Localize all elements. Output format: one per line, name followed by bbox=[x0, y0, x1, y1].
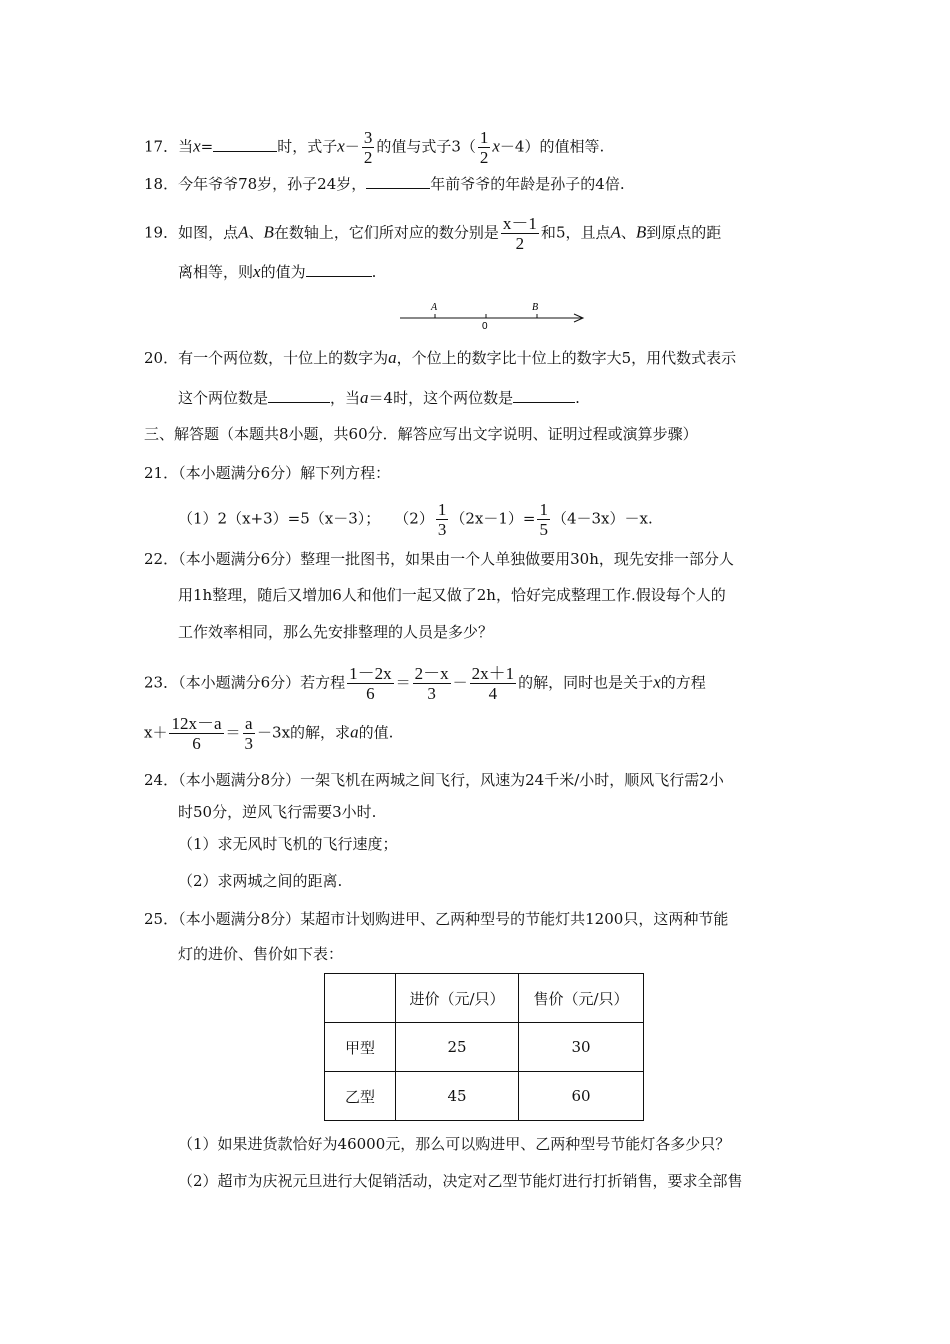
q24-number: 24． bbox=[144, 771, 179, 789]
question-21: 21．（本小题满分6分）解下列方程： bbox=[144, 464, 391, 482]
question-25: 25．（本小题满分8分）某超市计划购进甲、乙两种型号的节能灯共1200只，这两种节能 bbox=[144, 910, 729, 928]
question-25-part-1: （1）如果进货款恰好为46000元，那么可以购进甲、乙两种型号节能灯各多少只？ bbox=[178, 1135, 731, 1153]
answer-blank[interactable] bbox=[268, 387, 330, 403]
question-19: 19．如图，点A、B在数轴上，它们所对应的数分别是 $\frac{x-1}{2}$ 和5，且点A、B到原点的距 bbox=[144, 214, 722, 253]
fraction-2-minus-x-over-3: $\frac{2-x}{3}$ bbox=[414, 664, 449, 703]
answer-blank[interactable] bbox=[306, 261, 372, 277]
fraction-2x-plus-1-over-4: $\frac{2x+1}{4}$ bbox=[471, 664, 515, 703]
q25-number: 25． bbox=[144, 910, 179, 928]
answer-blank[interactable] bbox=[366, 173, 430, 189]
label-a: A bbox=[431, 302, 438, 313]
label-b: B bbox=[532, 302, 539, 313]
question-23: 23．（本小题满分6分）若方程 $\frac{1-2x}{6}$ ＝ $\frac{2-x}{3}$ － $\frac{2x+1}{4}$ 的解，同时也是关于x的方程 bbox=[144, 664, 706, 703]
table-cell: 60 bbox=[519, 1072, 644, 1121]
question-24-part-1: （1）求无风时飞机的飞行速度； bbox=[178, 835, 398, 853]
question-22: 22．（本小题满分6分）整理一批图书，如果由一个人单独做要用30h，现先安排一部分人 bbox=[144, 550, 734, 568]
question-20: 20．有一个两位数，十位上的数字为a，个位上的数字比十位上的数字大5，用代数式表示 bbox=[144, 348, 737, 367]
question-21-parts: （1）2（x+3）=5（x－3）； （2） $\frac{1}{3}$ （2x－1）= $\frac{1}{5}$ （4－3x）－x. bbox=[178, 500, 653, 539]
label-origin: 0 bbox=[482, 321, 488, 332]
fraction-x-minus-1-over-2: $\frac{x-1}{2}$ bbox=[502, 214, 537, 253]
q19-number: 19． bbox=[144, 223, 179, 242]
table-header-row bbox=[325, 974, 644, 1023]
fraction-1-5: $\frac{1}{5}$ bbox=[539, 500, 548, 539]
q21-number: 21． bbox=[144, 464, 179, 482]
fraction-3-2: $\frac{3}{2}$ bbox=[363, 128, 373, 167]
section-3-heading: 三、解答题（本题共8小题，共60分．解答应写出文字说明、证明过程或演算步骤） bbox=[144, 425, 698, 443]
table-cell: 30 bbox=[519, 1023, 644, 1072]
price-table bbox=[324, 973, 644, 1121]
question-24-line-2: 时50分，逆风飞行需要3小时. bbox=[178, 803, 377, 821]
number-line-figure bbox=[398, 298, 588, 332]
question-19-line-2: 离相等，则x的值为 . bbox=[178, 262, 377, 281]
q20-number: 20． bbox=[144, 349, 179, 367]
answer-blank[interactable] bbox=[513, 387, 575, 403]
table-cell: 25 bbox=[396, 1023, 519, 1072]
fraction-1-minus-2x-over-6: $\frac{1-2x}{6}$ bbox=[349, 664, 392, 703]
table-row bbox=[325, 1072, 644, 1121]
question-24: 24．（本小题满分8分）一架飞机在两城之间飞行，风速为24千米/小时，顺风飞行需2小 bbox=[144, 771, 724, 789]
question-25-part-2: （2）超市为庆祝元旦进行大促销活动，决定对乙型节能灯进行打折销售，要求全部售 bbox=[178, 1172, 743, 1190]
question-23-line-2: x＋ $\frac{12x-a}{6}$ ＝ $\frac{a}{3}$ －3x的解，求a的值. bbox=[144, 714, 394, 753]
question-22-line-3: 工作效率相同，那么先安排整理的人员是多少？ bbox=[178, 623, 494, 641]
fraction-a-over-3: $\frac{a}{3}$ bbox=[244, 714, 254, 753]
table-row bbox=[325, 1023, 644, 1072]
question-17: 17．当x= 时，式子x－ $\frac{3}{2}$ 的值与式子3（ $\frac{1}{2}$ x－4）的值相等. bbox=[144, 128, 605, 167]
answer-blank[interactable] bbox=[213, 136, 277, 152]
table-cell: 乙型 bbox=[325, 1072, 396, 1121]
table-header-cell: 进价（元/只） bbox=[396, 974, 519, 1023]
question-18: 18．今年爷爷78岁，孙子24岁， 年前爷爷的年龄是孙子的4倍. bbox=[144, 175, 625, 193]
question-25-line-2: 灯的进价、售价如下表： bbox=[178, 945, 344, 963]
fraction-1-3: $\frac{1}{3}$ bbox=[437, 500, 447, 539]
q18-number: 18． bbox=[144, 175, 179, 193]
table-cell: 甲型 bbox=[325, 1023, 396, 1072]
q17-number: 17． bbox=[144, 137, 179, 156]
fraction-12x-minus-a-over-6: $\frac{12x-a}{6}$ bbox=[171, 714, 222, 753]
table-header-cell: 售价（元/只） bbox=[519, 974, 644, 1023]
q22-number: 22． bbox=[144, 550, 179, 568]
table-header-cell bbox=[325, 974, 396, 1023]
q23-number: 23． bbox=[144, 673, 179, 692]
fraction-1-2: $\frac{1}{2}$ bbox=[479, 128, 489, 167]
table-cell: 45 bbox=[396, 1072, 519, 1121]
question-24-part-2: （2）求两城之间的距离. bbox=[178, 872, 343, 890]
question-22-line-2: 用1h整理，随后又增加6人和他们一起又做了2h，恰好完成整理工作.假设每个人的 bbox=[178, 586, 726, 604]
question-20-line-2: 这个两位数是 ，当a＝4时，这个两位数是 . bbox=[178, 388, 580, 407]
